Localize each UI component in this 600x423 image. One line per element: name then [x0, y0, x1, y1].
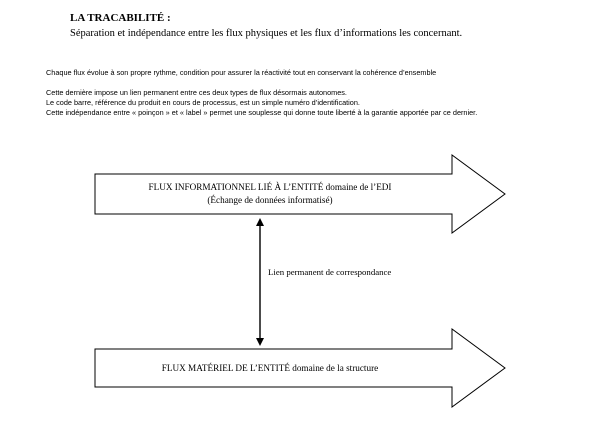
information-flow-label: FLUX INFORMATIONNEL LIÉ À L’ENTITÉ domaine de l’EDI — [148, 182, 392, 192]
correspondence-link-label: Lien permanent de correspondance — [268, 267, 392, 277]
information-flow-arrow — [95, 155, 505, 233]
page-subtitle: Séparation et indépendance entre les flux physiques et les flux d’informations les concernant. — [70, 28, 463, 39]
information-flow-sublabel: (Échange de données informatisé) — [207, 195, 333, 205]
paragraph-barcode: Le code barre, référence du produit en cours de processus, est un simple numéro d’identification. — [46, 98, 360, 107]
material-flow-label: FLUX MATÉRIEL DE L’ENTITÉ domaine de la structure — [161, 363, 379, 373]
paragraph-permanent-link: Cette dernière impose un lien permanent entre ces deux types de flux désormais autonomes. — [46, 88, 347, 97]
paragraph-independence: Cette indépendance entre « poinçon » et « label » permet une souplesse qui donne toute liberté à la garantie apportée par ce dernier. — [46, 108, 478, 117]
paragraph-rhythm: Chaque flux évolue à son propre rythme, condition pour assurer la réactivité tout en conservant la cohérence d’ensemble — [46, 68, 437, 77]
page-title: LA TRACABILITÉ : — [70, 12, 171, 24]
